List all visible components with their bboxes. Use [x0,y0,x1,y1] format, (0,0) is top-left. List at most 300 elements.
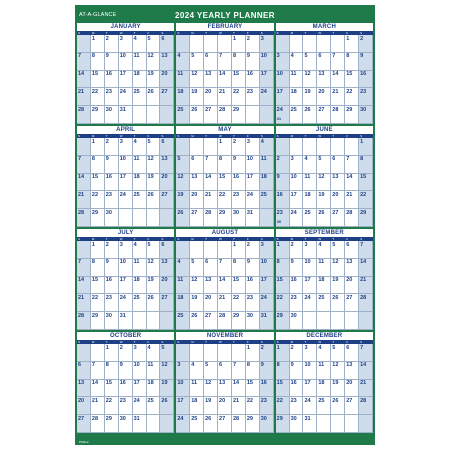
day-cell [290,415,304,433]
day-number: 11 [133,156,140,163]
weekday-letter: T [332,340,335,344]
footer-code: PM212 [79,440,89,444]
day-number: 3 [304,344,308,351]
day-number: 31 [119,312,126,319]
weekday-letter: F [346,134,349,138]
day-cell [133,88,147,106]
weekday-letter: T [133,31,136,35]
day-cell [260,209,274,227]
day-cell [105,380,119,398]
day-grid [276,344,373,433]
day-number: 3 [290,156,294,163]
day-number: 25 [177,106,184,113]
day-number: 21 [219,294,226,301]
day-cell [204,53,218,71]
day-number: 19 [332,380,339,387]
day-cell [204,415,218,433]
day-cell [345,312,359,330]
day-cell [290,106,304,124]
day-cell [204,241,218,259]
day-cell [276,397,290,415]
day-cell [218,312,232,330]
day-number: 5 [304,53,308,60]
weekday-letter: T [105,340,108,344]
day-number: 9 [105,259,109,266]
weekday-letter: F [246,134,249,138]
day-cell [105,35,119,53]
weekday-letter: W [119,340,123,344]
day-number: 31 [119,106,126,113]
day-cell [260,35,274,53]
day-cell [276,191,290,209]
day-cell [176,344,190,362]
day-grid [176,241,273,330]
day-cell [176,209,190,227]
weekday-letter: W [219,237,222,241]
weekday-letter: T [205,134,207,138]
day-cell [176,312,190,330]
month-june [276,126,373,227]
day-number: 12 [177,174,184,181]
month-name: MARCH [312,24,336,30]
day-number: 29 [91,312,99,319]
day-number: 25 [177,312,184,319]
day-cell [317,71,331,89]
day-cell [91,277,105,295]
day-number: 18 [147,380,154,387]
day-cell [77,156,91,174]
weekday-letter: S [78,134,81,138]
weekday-letter: T [105,134,108,138]
day-cell [232,35,246,53]
day-number: 4 [191,362,195,369]
day-number: 19 [205,397,212,404]
day-number: 26 [332,397,339,404]
day-grid [77,35,174,124]
day-cell [317,209,331,227]
day-number: 9 [105,156,109,163]
day-number: 14 [346,174,353,181]
day-number: 7 [219,259,223,266]
day-number: 15 [105,380,112,387]
day-number: 18 [133,174,140,181]
day-number: 23 [290,397,297,404]
day-number: 13 [205,277,212,284]
day-cell [246,344,260,362]
day-number: 22 [276,397,283,404]
day-number: 20 [205,294,212,301]
day-number: 9 [260,362,264,369]
day-cell [147,106,161,124]
day-number: 1 [105,344,109,351]
month-name: APRIL [116,127,136,133]
day-cell [317,88,331,106]
day-cell [246,209,260,227]
day-cell [176,380,190,398]
day-number: 28 [205,209,212,216]
day-number: 31 [304,415,311,422]
day-number: 26 [191,312,198,319]
day-cell [317,191,331,209]
day-number: 17 [290,191,297,198]
day-number: 9 [119,362,123,369]
day-cell [218,174,232,192]
weekday-letter: S [276,134,279,138]
day-cell [119,106,133,124]
weekday-letter: W [318,340,322,344]
day-cell [147,191,161,209]
day-number: 12 [318,174,325,181]
day-number: 8 [232,259,236,266]
day-number: 16 [260,380,267,387]
day-number: 18 [260,174,267,181]
day-cell [290,138,304,156]
day-cell [204,397,218,415]
day-number: 12 [147,156,154,163]
day-cell [331,415,345,433]
day-cell [119,397,133,415]
month-name: JANUARY [110,24,141,30]
day-number: 18 [133,277,140,284]
day-number: 15 [232,277,240,284]
day-cell [331,241,345,259]
day-number: 15 [91,174,99,181]
day-number: 4 [290,53,294,60]
day-cell [133,415,147,433]
day-number: 5 [205,362,209,369]
day-number: 20 [219,397,226,404]
day-number: 26 [147,191,154,198]
day-cell [204,380,218,398]
weekday-letter: M [290,340,294,344]
day-cell [176,53,190,71]
day-cell [119,277,133,295]
day-cell [160,294,174,312]
day-number: 18 [177,88,184,95]
day-cell [345,71,359,89]
day-cell [317,259,331,277]
day-number: 12 [205,380,212,387]
day-number: 22 [360,191,367,198]
day-cell [232,88,246,106]
day-number: 23 [276,209,283,216]
day-cell [232,362,246,380]
day-number: 4 [260,138,264,145]
day-number: 24 [119,88,126,95]
day-cell [303,259,317,277]
day-cell [246,415,260,433]
day-cell [232,380,246,398]
day-cell [119,362,133,380]
day-cell [345,53,359,71]
day-cell [218,88,232,106]
day-cell [91,415,105,433]
day-cell [218,209,232,227]
day-cell [246,71,260,89]
weekday-letter: S [260,340,263,344]
day-cell [119,241,133,259]
day-cell [260,53,274,71]
day-number: 3 [177,362,181,369]
day-cell [91,312,105,330]
day-cell [359,174,373,192]
day-cell [176,106,190,124]
day-cell [204,344,218,362]
day-number: 10 [260,259,267,266]
weekday-letter: F [346,31,349,35]
day-number: 24 [260,88,267,95]
day-number: 13 [78,380,85,387]
day-cell [133,71,147,89]
day-cell [359,209,373,227]
day-cell [246,191,260,209]
day-number: 16 [290,380,297,387]
day-number: 18 [133,71,140,78]
day-number: 5 [191,53,195,60]
day-number: 27 [78,415,85,422]
day-number: 21 [219,88,226,95]
day-cell [119,174,133,192]
day-cell [276,362,290,380]
weekday-letter: S [78,237,81,241]
day-number: 27 [346,294,353,301]
day-number: 7 [78,53,82,60]
day-cell [276,277,290,295]
day-cell [160,156,174,174]
day-number: 14 [205,174,212,181]
day-number: 16 [232,174,240,181]
day-number: 21 [205,191,212,198]
day-cell [345,397,359,415]
day-cell [303,294,317,312]
month-september [276,229,373,330]
day-cell [276,312,290,330]
day-number: 16 [119,380,126,387]
day-cell [331,174,345,192]
day-cell [232,138,246,156]
day-cell [119,138,133,156]
day-number: 18 [318,277,325,284]
day-number: 12 [332,259,339,266]
day-cell [160,380,174,398]
day-number: 3 [119,241,123,248]
day-cell [91,259,105,277]
weekday-letter: W [119,134,123,138]
day-number: 28 [219,312,226,319]
day-number: 30 [290,415,297,422]
day-cell [105,277,119,295]
weekday-letter: F [147,31,150,35]
month-december [276,332,373,433]
day-number: 17 [119,174,126,181]
day-cell [77,380,91,398]
day-cell [190,138,204,156]
day-cell [345,344,359,362]
day-cell [190,35,204,53]
day-number: 6 [332,156,336,163]
day-cell [160,71,174,89]
day-number: 8 [219,156,223,163]
day-number: 25 [133,88,140,95]
day-number: 27 [161,191,168,198]
day-cell [204,138,218,156]
day-number: 23 [105,294,112,301]
day-number: 10 [276,71,283,78]
day-cell [246,277,260,295]
day-cell [77,294,91,312]
month-may [176,126,273,227]
weekday-letter: W [219,31,222,35]
day-cell [359,312,373,330]
day-number: 25 [147,397,154,404]
weekday-letter: S [276,237,279,241]
day-number: 10 [119,156,126,163]
day-number: 21 [91,397,99,404]
day-number: 3 [119,35,123,42]
day-cell [317,35,331,53]
day-cell [246,35,260,53]
day-number: 28 [346,209,353,216]
day-cell [345,241,359,259]
day-cell [176,415,190,433]
day-cell [105,174,119,192]
day-number: 26 [304,106,311,113]
day-cell [77,362,91,380]
day-number: 2 [290,344,294,351]
day-number: 16 [105,174,112,181]
day-cell [190,209,204,227]
day-cell [331,71,345,89]
day-number: 30 [105,106,112,113]
day-number: 18 [304,191,311,198]
day-number: 14 [219,71,226,78]
day-cell [345,362,359,380]
day-cell [317,53,331,71]
day-number: 22 [91,88,99,95]
day-number: 2 [290,241,294,248]
day-number: 14 [360,259,367,266]
weekday-letter: S [177,31,180,35]
weekday-letter: F [346,237,349,241]
day-cell [77,191,91,209]
day-cell [147,174,161,192]
day-cell [246,259,260,277]
day-number: 27 [332,209,339,216]
day-number: 8 [346,53,350,60]
day-cell [359,138,373,156]
day-number: 4 [133,138,137,145]
day-number: 29 [276,415,283,422]
day-cell [303,191,317,209]
day-number: 9 [290,362,294,369]
day-cell [105,294,119,312]
day-cell [133,294,147,312]
day-number: 10 [246,156,253,163]
day-cell [331,397,345,415]
day-number: 12 [161,362,168,369]
day-cell [290,53,304,71]
day-cell [91,344,105,362]
day-cell [317,138,331,156]
day-cell [77,106,91,124]
day-number: 28 [78,106,85,113]
day-cell [176,138,190,156]
day-number: 10 [304,362,311,369]
day-cell [190,106,204,124]
day-number: 12 [304,71,311,78]
day-number: 5 [147,241,151,248]
day-cell [331,156,345,174]
day-number: 29 [276,312,283,319]
day-number: 30 [105,312,112,319]
day-number: 14 [232,380,240,387]
day-number: 27 [205,312,212,319]
day-cell [317,241,331,259]
day-cell [276,344,290,362]
weekday-letter: T [105,31,108,35]
day-cell [331,294,345,312]
day-cell [303,415,317,433]
day-number: 23 [119,397,126,404]
weekday-letter: M [91,340,95,344]
day-cell [303,312,317,330]
weekday-letter: T [232,237,235,241]
day-cell [260,259,274,277]
day-number: 26 [191,106,198,113]
day-number: 31 [246,209,253,216]
weekday-letter: M [290,134,294,138]
day-number: 26 [318,209,325,216]
day-cell [317,156,331,174]
day-cell [160,259,174,277]
day-number: 29 [105,415,112,422]
day-cell [290,294,304,312]
day-cell [276,71,290,89]
day-cell [290,191,304,209]
day-number: 3 [260,35,264,42]
day-cell [119,312,133,330]
day-cell [303,362,317,380]
day-number: 28 [332,106,339,113]
day-cell [260,380,274,398]
day-cell [204,106,218,124]
day-number: 29 [219,209,226,216]
day-number: 6 [161,241,165,248]
day-number: 7 [219,53,223,60]
day-number: 21 [78,294,85,301]
day-number: 4 [177,53,181,60]
day-number: 24 [276,106,283,113]
weekday-letter: T [332,134,335,138]
day-cell [176,174,190,192]
day-cell [147,156,161,174]
day-cell [204,156,218,174]
day-number: 15 [232,71,240,78]
day-number: 11 [318,259,325,266]
day-cell [91,53,105,71]
weekday-letter: T [304,134,307,138]
day-number: 26 [205,415,212,422]
day-cell [147,71,161,89]
day-number: 14 [78,174,85,181]
day-cell [232,156,246,174]
weekday-letter: T [304,340,307,344]
day-cell [276,138,290,156]
day-cell [303,53,317,71]
day-cell [105,415,119,433]
day-number: 17 [246,174,253,181]
weekday-letter: S [161,237,164,241]
